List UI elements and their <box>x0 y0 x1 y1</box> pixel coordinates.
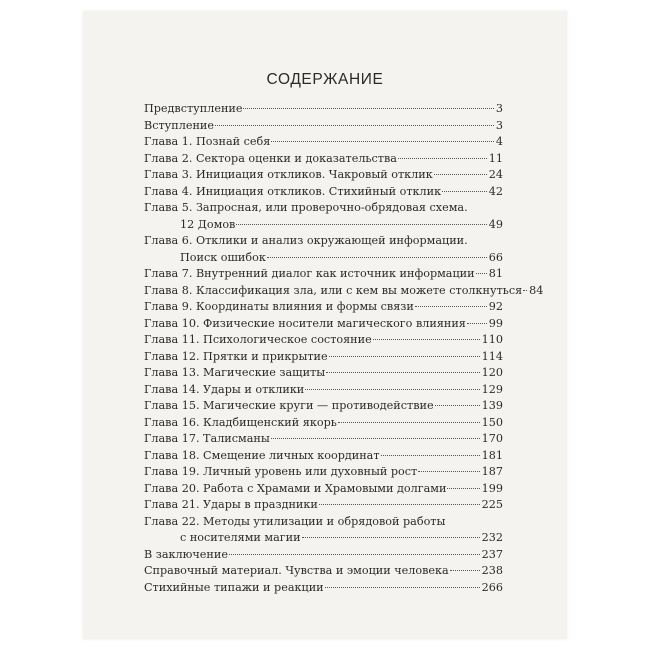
toc-entry <box>144 415 503 432</box>
dot-leader <box>236 224 486 225</box>
toc-entry <box>144 200 503 233</box>
toc-entry-page-number: 225 <box>481 498 503 511</box>
dot-leader <box>435 405 480 406</box>
toc-entry-title: Глава 18. Смещение личных координат <box>144 448 380 462</box>
dot-leader <box>329 356 480 357</box>
toc-entry-title: Глава 15. Магические круги — противодействие <box>144 399 434 412</box>
toc-entry <box>144 118 503 135</box>
book-page <box>83 11 567 639</box>
toc-entry <box>144 547 503 564</box>
dot-leader <box>381 455 480 456</box>
toc-entry <box>144 365 503 382</box>
dot-leader <box>319 504 480 505</box>
toc-entry-title: с носителями магии <box>180 531 301 544</box>
dot-leader <box>325 587 480 588</box>
toc-entry-page-number: 42 <box>488 184 503 198</box>
toc-entry-page-number: 139 <box>481 399 503 412</box>
toc-entry-page-number: 187 <box>481 465 503 478</box>
dot-leader <box>373 339 480 340</box>
toc-entry <box>144 266 503 283</box>
toc-entry-title: Предвступление <box>144 102 243 115</box>
toc-entry-title: Глава 21. Удары в праздники <box>144 498 318 511</box>
toc-entry-title: Глава 14. Удары и отклики <box>144 382 305 396</box>
toc-entry-title: 12 Домов <box>180 217 236 231</box>
toc-entry-title: Глава 16. Кладбищенский якорь <box>144 415 337 429</box>
dot-leader <box>467 323 487 324</box>
dot-leader <box>215 125 494 126</box>
dot-leader <box>418 471 479 472</box>
toc-entry-page-number: 110 <box>481 333 503 346</box>
toc-entry-title: Глава 9. Координаты влияния и формы связи <box>144 300 414 313</box>
toc-entry <box>144 167 503 184</box>
dot-leader <box>271 141 494 142</box>
dot-leader <box>271 438 480 439</box>
toc-entry-page-number: 11 <box>488 151 503 165</box>
toc-entry-title: Вступление <box>144 118 214 132</box>
dot-leader <box>326 372 480 373</box>
toc-entry <box>144 332 503 349</box>
toc-entry-page-number: 199 <box>481 481 503 495</box>
toc-entry-title-line: Глава 6. Отклики и анализ окружающей информации. <box>144 234 468 247</box>
toc-entry-page-number: 232 <box>481 531 503 544</box>
toc-entry-title: Глава 4. Инициация откликов. Стихийный отклик <box>144 184 442 198</box>
dot-leader <box>243 108 493 109</box>
toc-entry <box>144 481 503 498</box>
dot-leader <box>523 290 527 291</box>
toc-entry <box>144 514 503 547</box>
toc-entry <box>144 134 503 151</box>
toc-entry-page-number: 24 <box>488 168 503 181</box>
toc-entry-page-number: 99 <box>488 316 503 330</box>
toc-entry-page-number: 4 <box>495 135 503 148</box>
toc-entry-page-number: 3 <box>495 102 503 115</box>
table-of-contents <box>144 101 544 596</box>
toc-entry-page-number: 120 <box>481 366 503 379</box>
toc-entry-title: Поиск ошибок <box>180 250 266 264</box>
toc-entry-page-number: 181 <box>481 448 503 462</box>
dot-leader <box>415 306 487 307</box>
toc-entry-page-number: 92 <box>488 300 503 313</box>
toc-entry <box>144 563 503 580</box>
dot-leader <box>305 389 479 390</box>
toc-entry <box>144 299 503 316</box>
toc-entry <box>144 382 503 399</box>
toc-entry <box>144 349 503 366</box>
toc-entry-page-number: 3 <box>495 118 503 132</box>
dot-leader <box>450 570 480 571</box>
toc-entry-page-number: 237 <box>481 547 503 561</box>
toc-entry-title: Глава 8. Классификация зла, или с кем вы можете столкнуться <box>144 283 523 297</box>
page-title: СОДЕРЖАНИЕ <box>266 71 384 88</box>
toc-entry-title: Глава 3. Инициация откликов. Чакровый отклик <box>144 168 433 181</box>
toc-entry <box>144 464 503 481</box>
toc-entry-title: Глава 19. Личный уровень или духовный рост <box>144 465 418 478</box>
toc-entry-page-number: 114 <box>481 349 503 363</box>
toc-entry-page-number: 150 <box>481 415 503 429</box>
dot-leader <box>476 273 487 274</box>
toc-entry-page-number: 84 <box>529 283 544 297</box>
toc-entry <box>144 497 503 514</box>
toc-entry-title: Глава 7. Внутренний диалог как источник информации <box>144 267 475 280</box>
toc-entry <box>144 448 503 465</box>
toc-entry-title: Глава 13. Магические защиты <box>144 366 326 379</box>
toc-entry <box>144 184 503 201</box>
toc-entry-page-number: 238 <box>481 564 503 577</box>
toc-entry-title: В заключение <box>144 547 228 561</box>
toc-entry-title: Глава 20. Работа с Храмами и Храмовыми долгами <box>144 481 447 495</box>
toc-entry-title: Глава 2. Сектора оценки и доказательства <box>144 151 397 165</box>
toc-entry <box>144 101 503 118</box>
dot-leader <box>229 554 480 555</box>
toc-entry-title: Глава 10. Физические носители магического влияния <box>144 316 466 330</box>
toc-entry-title-line: Глава 22. Методы утилизации и обрядовой работы <box>144 514 446 528</box>
dot-leader <box>434 174 487 175</box>
toc-entry-title: Глава 12. Прятки и прикрытие <box>144 349 328 363</box>
toc-entry-page-number: 81 <box>488 267 503 280</box>
toc-entry <box>144 233 503 266</box>
toc-entry-title: Глава 17. Талисманы <box>144 432 270 445</box>
toc-entry <box>144 151 503 168</box>
toc-entry <box>144 283 544 300</box>
toc-entry <box>144 431 503 448</box>
toc-entry-page-number: 170 <box>481 432 503 445</box>
dot-leader <box>338 422 480 423</box>
dot-leader <box>398 158 487 159</box>
toc-entry-page-number: 66 <box>488 250 503 264</box>
dot-leader <box>442 191 487 192</box>
toc-entry-title-line: Глава 5. Запросная, или проверочно-обрядовая схема. <box>144 201 468 214</box>
dot-leader <box>267 257 487 258</box>
toc-entry <box>144 316 503 333</box>
toc-entry-title: Справочный материал. Чувства и эмоции человека <box>144 564 449 577</box>
toc-entry-page-number: 49 <box>488 217 503 231</box>
toc-entry <box>144 580 503 597</box>
toc-entry-page-number: 129 <box>481 382 503 396</box>
toc-entry-page-number: 266 <box>481 580 503 594</box>
toc-entry <box>144 398 503 415</box>
toc-entry-title: Стихийные типажи и реакции <box>144 580 324 594</box>
dot-leader <box>302 537 480 538</box>
dot-leader <box>447 488 479 489</box>
toc-entry-title: Глава 1. Познай себя <box>144 135 271 148</box>
toc-entry-title: Глава 11. Психологическое состояние <box>144 333 372 346</box>
